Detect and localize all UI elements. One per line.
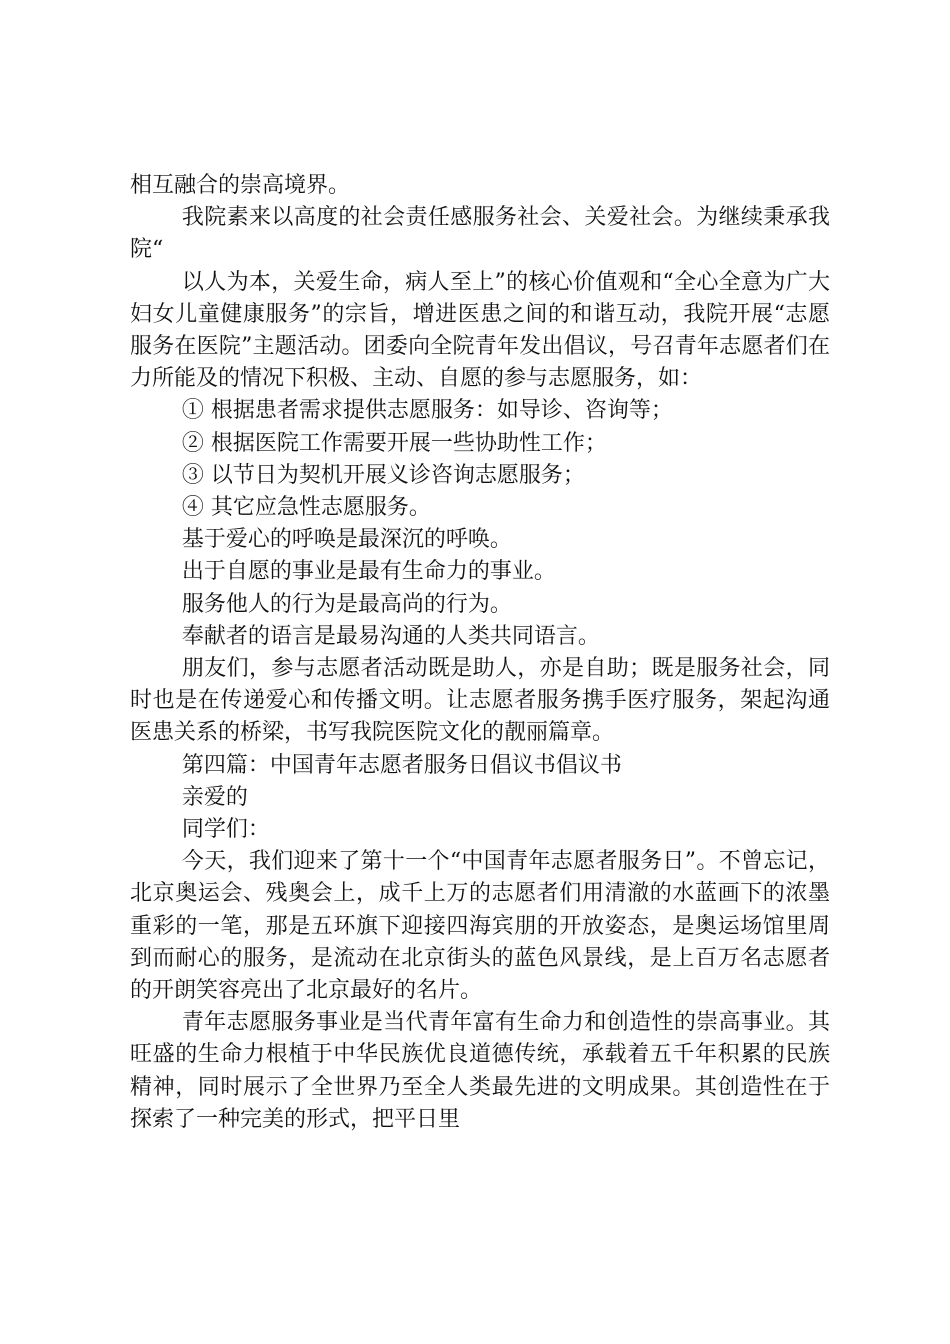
salutation-line-1: 亲爱的 [181, 784, 248, 810]
list-item-service-1: ① 根据患者需求提供志愿服务：如导诊、咨询等； [181, 398, 673, 424]
paragraph-continuation: 相互融合的崇高境界。 [130, 173, 351, 198]
paragraph-slogan-2: 出于自愿的事业是最有生命力的事业。 [181, 559, 556, 585]
list-item-service-3: ③ 以节日为契机开展义诊咨询志愿服务； [181, 462, 585, 488]
list-item-service-4: ④ 其它应急性志愿服务。 [181, 495, 431, 521]
paragraph-slogan-3: 服务他人的行为是最高尚的行为。 [181, 591, 512, 617]
paragraph-volunteer-cause: 青年志愿服务事业是当代青年富有生命力和创造性的崇高事业。其旺盛的生命力根植于中华民族优良道德传统，承载着五千年积累的民族精神，同时展示了全世界乃至全人类最先进的文明成果。其创造性在于探索了一种完美的形式，把平日里 [130, 1010, 830, 1132]
paragraph-friends-appeal: 朋友们，参与志愿者活动既是助人，亦是自助；既是服务社会，同时也是在传递爱心和传播文明。让志愿者服务携手医疗服务，架起沟通医患关系的桥梁，书写我院医院文化的靓丽篇章。 [130, 656, 830, 746]
section-heading-part-four: 第四篇：中国青年志愿者服务日倡议书倡议书 [181, 752, 622, 778]
salutation-line-2: 同学们： [181, 817, 270, 843]
paragraph-hospital-values: 以人为本，关爱生命，病人至上”的核心价值观和“全心全意为广大妇女儿童健康服务”的宗旨，增进医患之间的和谐互动，我院开展“志愿服务在医院”主题活动。团委向全院青年发出倡议，号召青年志愿者们在力所能及的情况下积极、主动、自愿的参与志愿服务，如： [130, 269, 830, 392]
paragraph-slogan-4: 奉献者的语言是最易沟通的人类共同语言。 [181, 623, 600, 649]
paragraph-slogan-1: 基于爱心的呼唤是最深沉的呼唤。 [181, 527, 512, 553]
list-item-service-2: ② 根据医院工作需要开展一些协助性工作； [181, 430, 607, 456]
paragraph-hospital-intro: 我院素来以高度的社会责任感服务社会、关爱社会。为继续秉承我院“ [130, 205, 830, 263]
document-page [130, 170, 830, 1136]
paragraph-volunteer-day: 今天，我们迎来了第十一个“中国青年志愿者服务日”。不曾忘记，北京奥运会、残奥会上，成千上万的志愿者们用清澈的水蓝画下的浓墨重彩的一笔，那是五环旗下迎接四海宾朋的开放姿态，是奥运场馆里周到而耐心的服务，是流动在北京街头的蓝色风景线，是上百万名志愿者的开朗笑容亮出了北京最好的名片。 [130, 849, 830, 1004]
